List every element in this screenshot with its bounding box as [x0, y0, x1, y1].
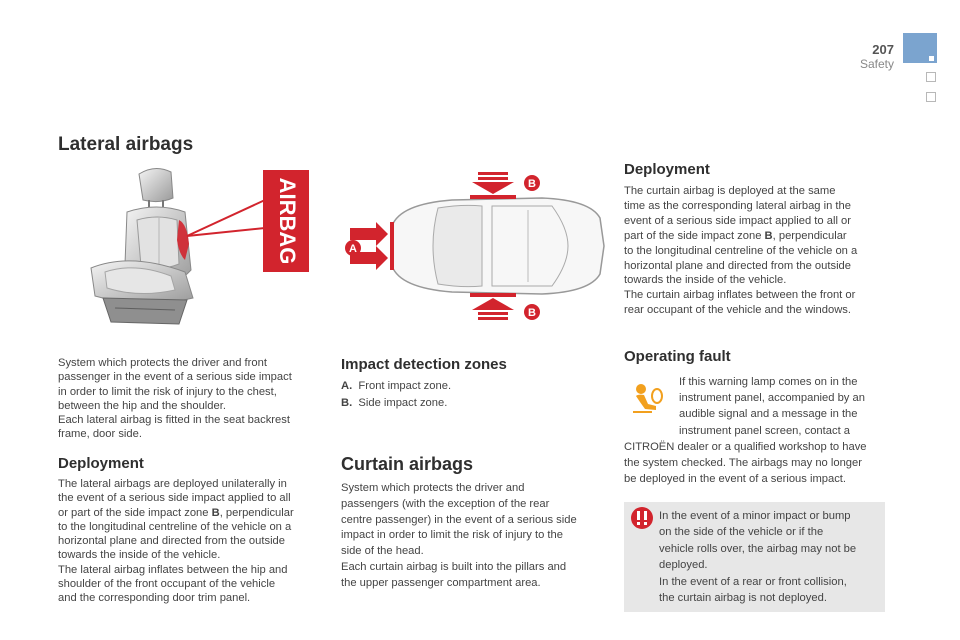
- zone-b-label: B: [528, 307, 536, 319]
- impact-zones-list: A. Front impact zone. B. Side impact zone.: [341, 380, 452, 409]
- page-section-title: Safety: [859, 57, 894, 71]
- curtain-airbags-heading: Curtain airbags: [341, 454, 474, 474]
- warning-icon: [630, 506, 654, 530]
- curtain-deployment-text: The curtain airbag is deployed at the same time as the corresponding lateral airbag in the event of a serious side impact applied to all or part of the side impact zone B, perpendicular to the longitudinal centreline of the vehicle on a horizontal plane and directed from the outside towards the inside of the vehicle. The curtain airbag inflates between the front or rear occupant of the vehicle and the windows.: [624, 185, 858, 317]
- operating-fault-heading: Operating fault: [624, 348, 731, 365]
- zone-b-label: B: [528, 178, 536, 190]
- lateral-deployment-heading: Deployment: [58, 455, 144, 472]
- impact-zone-diagram: [342, 168, 612, 328]
- seat-illustration: [75, 160, 320, 340]
- impact-zones-heading: Impact detection zones: [341, 356, 507, 373]
- lateral-intro: System which protects the driver and front passenger in the event of a serious side impact in order to limit the risk of injury to the chest, between the hip and the shoulder. Each lateral airbag is fitted in the seat backrest frame, door side.: [58, 357, 292, 441]
- section-tab: [926, 72, 936, 82]
- operating-fault-text: If this warning lamp comes on in the instrument panel, accompanied by an audible signal and a message in the instrument panel screen, contact a CITROËN dealer or a qualified workshop to have the system checked. The airbags may no longer be deployed in the event of a serious impact.: [624, 376, 867, 486]
- curtain-airbags-text: System which protects the driver and passengers (with the exception of the rear centre passenger) in the event of a serious side impact in order to limit the risk of injury to the side of the head. Each curtain airbag is built into the pillars and the upper passenger compartment area.: [341, 482, 577, 589]
- curtain-deployment-heading: Deployment: [624, 161, 710, 178]
- page-title: Lateral airbags: [58, 134, 194, 155]
- section-tab-active: [903, 33, 937, 63]
- warning-text: In the event of a minor impact or bump on the side of the vehicle or if the vehicle rolls over, the airbag may not be deployed. In the event of a rear or front collision, the curtain airbag is not deployed.: [659, 510, 857, 605]
- section-tab: [926, 92, 936, 102]
- zone-a-label: A: [349, 243, 357, 255]
- airbag-label: AIRBAG: [275, 177, 301, 265]
- page-number: 207: [872, 42, 894, 57]
- lateral-deployment-text: The lateral airbags are deployed unilaterally in the event of a serious side impact applied to all or part of the side impact zone B, perpendicular to the longitudinal centreline of the vehicle on a horizontal plane and directed from the outside towards the inside of the vehicle. The lateral airbag inflates between the hip and shoulder of the front occupant of the vehicle and the corresponding door trim panel.: [58, 478, 294, 605]
